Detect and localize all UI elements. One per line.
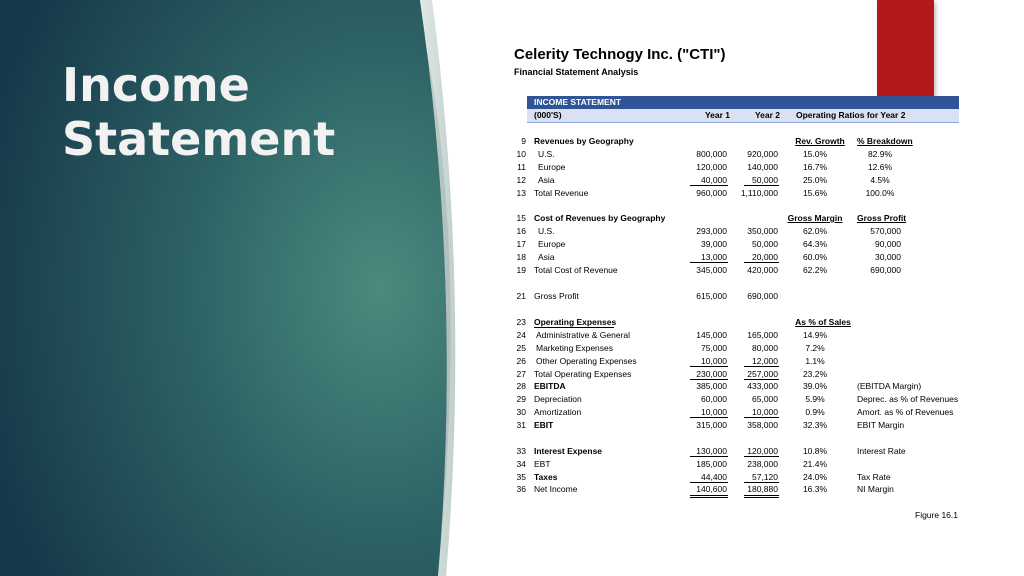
breakdown-header: % Breakdown [857,136,913,146]
year2-header: Year 2 [754,110,780,120]
subtotal-rule [690,366,728,367]
row-number: 25 [516,343,526,353]
ratio-description: EBIT Margin [857,420,905,430]
row-label: Gross Profit [534,291,579,301]
row-label: Other Operating Expenses [536,356,637,366]
ratio-description: NI Margin [857,484,894,494]
ratio-value: 32.3% [802,420,828,430]
subtotal-rule [744,262,779,263]
ratio-value: 10.8% [802,446,828,456]
ratio-value: 64.3% [802,239,828,249]
subtotal-rule [744,456,779,457]
year1-value: 140,600 [696,484,727,494]
subtotal-rule [690,456,728,457]
ratio-description: Interest Rate [857,446,906,456]
row-label: Total Cost of Revenue [534,265,618,275]
revenues-section-label: Revenues by Geography [534,136,634,146]
row-number: 28 [516,381,526,391]
ratio-value: 7.2% [805,343,825,353]
year2-value: 50,000 [752,239,778,249]
year2-value: 20,000 [752,252,778,262]
ratio-description: (EBITDA Margin) [857,381,922,391]
subtotal-rule [744,185,779,186]
row-label: Europe [538,239,566,249]
row-number: 29 [516,394,526,404]
year2-value: 420,000 [747,265,778,275]
year1-value: 130,000 [696,446,727,456]
rev-growth-header: Rev. Growth [795,136,845,146]
row-number: 26 [516,356,526,366]
year2-value: 165,000 [747,330,778,340]
year2-value: 57,120 [752,472,778,482]
total-double-rule [744,497,779,498]
row-label: Asia [538,175,555,185]
ratio-description: Amort. as % of Revenues [857,407,954,417]
row-label: Total Revenue [534,188,589,198]
year2-value: 140,000 [747,162,778,172]
row-number: 36 [516,484,526,494]
ratio-description: Deprec. as % of Revenues [857,394,959,404]
total-double-rule [744,495,779,496]
row-number: 15 [516,213,526,223]
breakdown-value: 12.6% [867,162,893,172]
row-label: U.S. [538,226,555,236]
row-label: Total Operating Expenses [534,369,632,379]
year2-value: 10,000 [752,407,778,417]
row-number: 31 [516,420,526,430]
pct-sales-header: As % of Sales [795,317,851,327]
breakdown-value: 4.5% [870,175,890,185]
year2-value: 238,000 [747,459,778,469]
row-label: Net Income [534,484,578,494]
gross-margin-header: Gross Margin [787,213,843,223]
subtotal-rule [690,262,728,263]
row-label: EBIT [534,420,554,430]
section-label: INCOME STATEMENT [534,97,622,107]
year1-value: 315,000 [696,420,727,430]
year1-value: 75,000 [701,343,727,353]
ratio-value: 62.2% [802,265,828,275]
subtotal-rule [690,379,728,380]
breakdown-value: 82.9% [867,149,893,159]
gross-profit-value: 570,000 [870,226,901,236]
ratio-value: 25.0% [802,175,828,185]
row-number: 19 [516,265,526,275]
year2-value: 690,000 [747,291,778,301]
ratio-value: 60.0% [802,252,828,262]
year2-value: 350,000 [747,226,778,236]
gross-profit-value: 30,000 [875,252,901,262]
year1-value: 960,000 [696,188,727,198]
cost-section-label: Cost of Revenues by Geography [534,213,666,223]
row-label: Marketing Expenses [536,343,614,353]
opex-section-label: Operating Expenses [534,317,617,327]
row-label: Taxes [534,472,558,482]
year1-value: 10,000 [701,407,727,417]
row-label: Europe [538,162,566,172]
ratio-value: 0.9% [805,407,825,417]
ratio-value: 24.0% [802,472,828,482]
company-name: Celerity Technogy Inc. ("CTI") [514,46,726,63]
year2-value: 433,000 [747,381,778,391]
ratio-value: 62.0% [802,226,828,236]
row-number: 12 [516,175,526,185]
subtotal-rule [744,417,779,418]
year1-value: 293,000 [696,226,727,236]
ratios-header: Operating Ratios for Year 2 [796,110,906,120]
year2-value: 120,000 [747,446,778,456]
breakdown-value: 100.0% [865,188,895,198]
row-label: Amortization [534,407,582,417]
year1-value: 13,000 [701,252,727,262]
year1-value: 145,000 [696,330,727,340]
gross-profit-value: 90,000 [875,239,901,249]
subtotal-rule [690,417,728,418]
ratio-value: 16.7% [802,162,828,172]
row-number: 24 [516,330,526,340]
row-number: 23 [516,317,526,327]
row-number: 13 [516,188,526,198]
year2-value: 50,000 [752,175,778,185]
row-number: 21 [516,291,526,301]
ratio-value: 39.0% [802,381,828,391]
year2-value: 180,880 [747,484,778,494]
year1-value: 40,000 [701,175,727,185]
accent-tab [877,0,934,96]
row-label: Administrative & General [536,330,631,340]
year1-value: 800,000 [696,149,727,159]
units-label: (000'S) [534,110,562,120]
total-double-rule [690,497,728,498]
total-double-rule [690,495,728,496]
ratio-value: 5.9% [805,394,825,404]
row-label: EBT [534,459,551,469]
year2-value: 257,000 [747,369,778,379]
ratio-description: Tax Rate [857,472,891,482]
row-number: 17 [516,239,526,249]
gross-profit-header: Gross Profit [857,213,907,223]
ratio-value: 16.3% [802,484,828,494]
subtotal-rule [690,185,728,186]
row-number: 9 [521,136,526,146]
statement-subtitle: Financial Statement Analysis [514,67,639,77]
year1-value: 10,000 [701,356,727,366]
year1-value: 615,000 [696,291,727,301]
year1-value: 44,400 [701,472,727,482]
ratio-value: 15.0% [802,149,828,159]
year1-value: 39,000 [701,239,727,249]
row-number: 34 [516,459,526,469]
row-label: U.S. [538,149,555,159]
subtotal-rule [744,366,779,367]
row-number: 27 [516,369,526,379]
year2-value: 12,000 [752,356,778,366]
row-number: 10 [516,149,526,159]
year2-value: 65,000 [752,394,778,404]
row-label: EBITDA [534,381,566,391]
ratio-value: 14.9% [802,330,828,340]
ratio-value: 23.2% [802,369,828,379]
row-number: 33 [516,446,526,456]
year1-value: 185,000 [696,459,727,469]
subtotal-rule [744,482,779,483]
year2-value: 358,000 [747,420,778,430]
row-number: 16 [516,226,526,236]
slide-title: Income Statement [62,58,336,166]
year2-value: 1,110,000 [740,188,778,198]
row-number: 11 [517,162,526,172]
row-number: 30 [516,407,526,417]
year1-value: 230,000 [696,369,727,379]
gross-profit-value: 690,000 [870,265,901,275]
row-number: 35 [516,472,526,482]
year1-header: Year 1 [704,110,730,120]
year1-value: 345,000 [696,265,727,275]
subtotal-rule [744,379,779,380]
ratio-value: 21.4% [802,459,828,469]
row-label: Interest Expense [534,446,603,456]
row-label: Asia [538,252,555,262]
year2-value: 920,000 [747,149,778,159]
section-underline [534,327,614,328]
row-label: Depreciation [534,394,582,404]
figure-caption: Figure 16.1 [915,510,958,520]
row-number: 18 [516,252,526,262]
year2-value: 80,000 [752,343,778,353]
year1-value: 120,000 [696,162,727,172]
ratio-value: 15.6% [802,188,828,198]
year1-value: 60,000 [701,394,727,404]
year1-value: 385,000 [696,381,727,391]
subtotal-rule [690,482,728,483]
ratio-value: 1.1% [805,356,825,366]
